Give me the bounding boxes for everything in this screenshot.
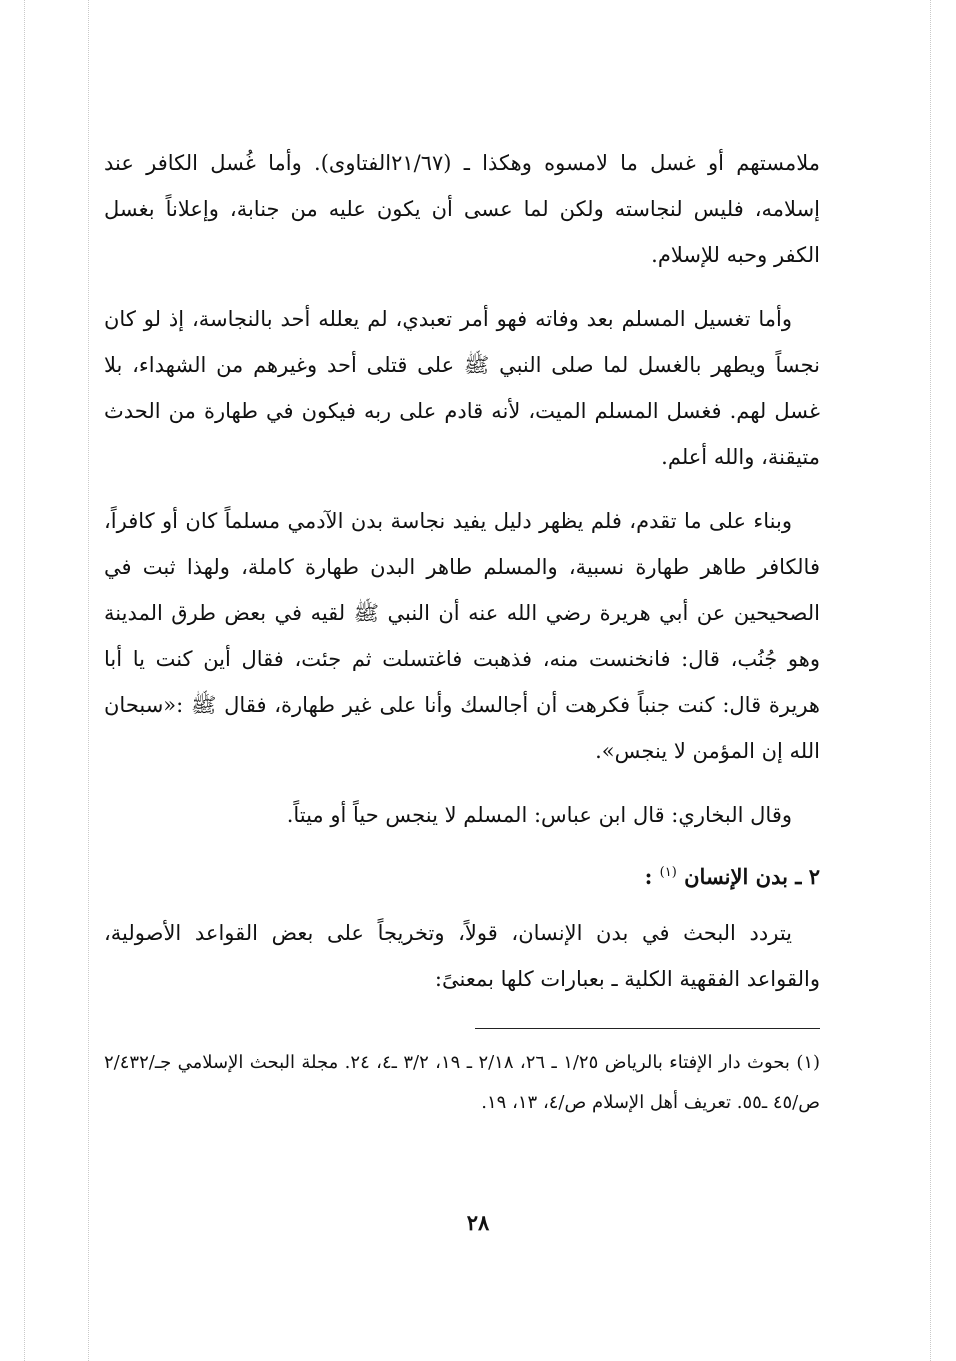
paragraph-3: وبناء على ما تقدم، فلم يظهر دليل يفيد نجاسة بدن الآدمي مسلماً كان أو كافراً، فالكافر طاهر طهارة نسبية، والمسلم طاهر البدن طهارة كاملة، ولهذا ثبت في الصحيحين عن أبي هريرة رضي الله عنه أن النبي ﷺ لقيه في بعض طرق المدينة وهو جُنُب، قال: فانخنست منه، فذهبت فاغتسلت ثم جئت، فقال أين كنت يا أبا هريرة قال: كنت جنباً فكرهت أن أجالسك وأنا على غير طهارة، فقال ﷺ :«سبحان الله إن المؤمن لا ينجس».: [104, 509, 820, 763]
scan-edge-line: [24, 0, 25, 1361]
paragraph-1: ملامستهم أو غسل ما لامسوه وهكذا ـ (٢١/٦٧الفتاوى). وأما غُسل الكافر عند إسلامه، فليس لنجاسته ولكن لما عسى أن يكون عليه من جنابة، وإعلاناً بغسل الكفر وحبه للإسلام.: [104, 151, 820, 267]
paragraph-5: يتردد البحث في بدن الإنسان، قولاً، وتخريجاً على بعض القواعد الأصولية، والقواعد الفقهية الكلية ـ بعبارات كلها بمعنىً:: [104, 921, 820, 991]
section-heading-colon: :: [644, 864, 653, 889]
page-body: [104, 140, 820, 1123]
scan-edge-line: [88, 0, 89, 1361]
paragraph-2: وأما تغسيل المسلم بعد وفاته فهو أمر تعبدي، لم يعلله أحد بالنجاسة، إذ لو كان نجساً ويطهر بالغسل لما صلى النبي ﷺ على قتلى أحد وغيرهم من الشهداء، بلا غسل لهم. فغسل المسلم الميت، لأنه قادم على ربه فيكون في طهارة من الحدث متيقنة، والله أعلم.: [104, 307, 820, 469]
page-number: ٢٨: [466, 1210, 490, 1235]
scan-edge-line: [930, 0, 931, 1361]
footnote-divider: [475, 1028, 820, 1029]
section-heading: [104, 850, 820, 900]
section-heading-text: ٢ ـ بدن الإنسان: [684, 864, 820, 889]
paragraph-4: وقال البخاري: قال ابن عباس: المسلم لا ينجس حياً أو ميتاً.: [286, 803, 792, 827]
footnote-text: (١) بحوث دار الإفتاء بالرياض ١/٢٥ ـ ٢٦، ٢/١٨ ـ ١٩، ٣/٢ ـ٤، ٢٤. مجلة البحث الإسلامي جـ/٢/٤٣٢ ص/٤٥ ـ٥٥. تعريف أهل الإسلام ص/٤، ١٣، ١٩.: [104, 1052, 821, 1113]
footnote-marker: (١): [659, 865, 677, 880]
